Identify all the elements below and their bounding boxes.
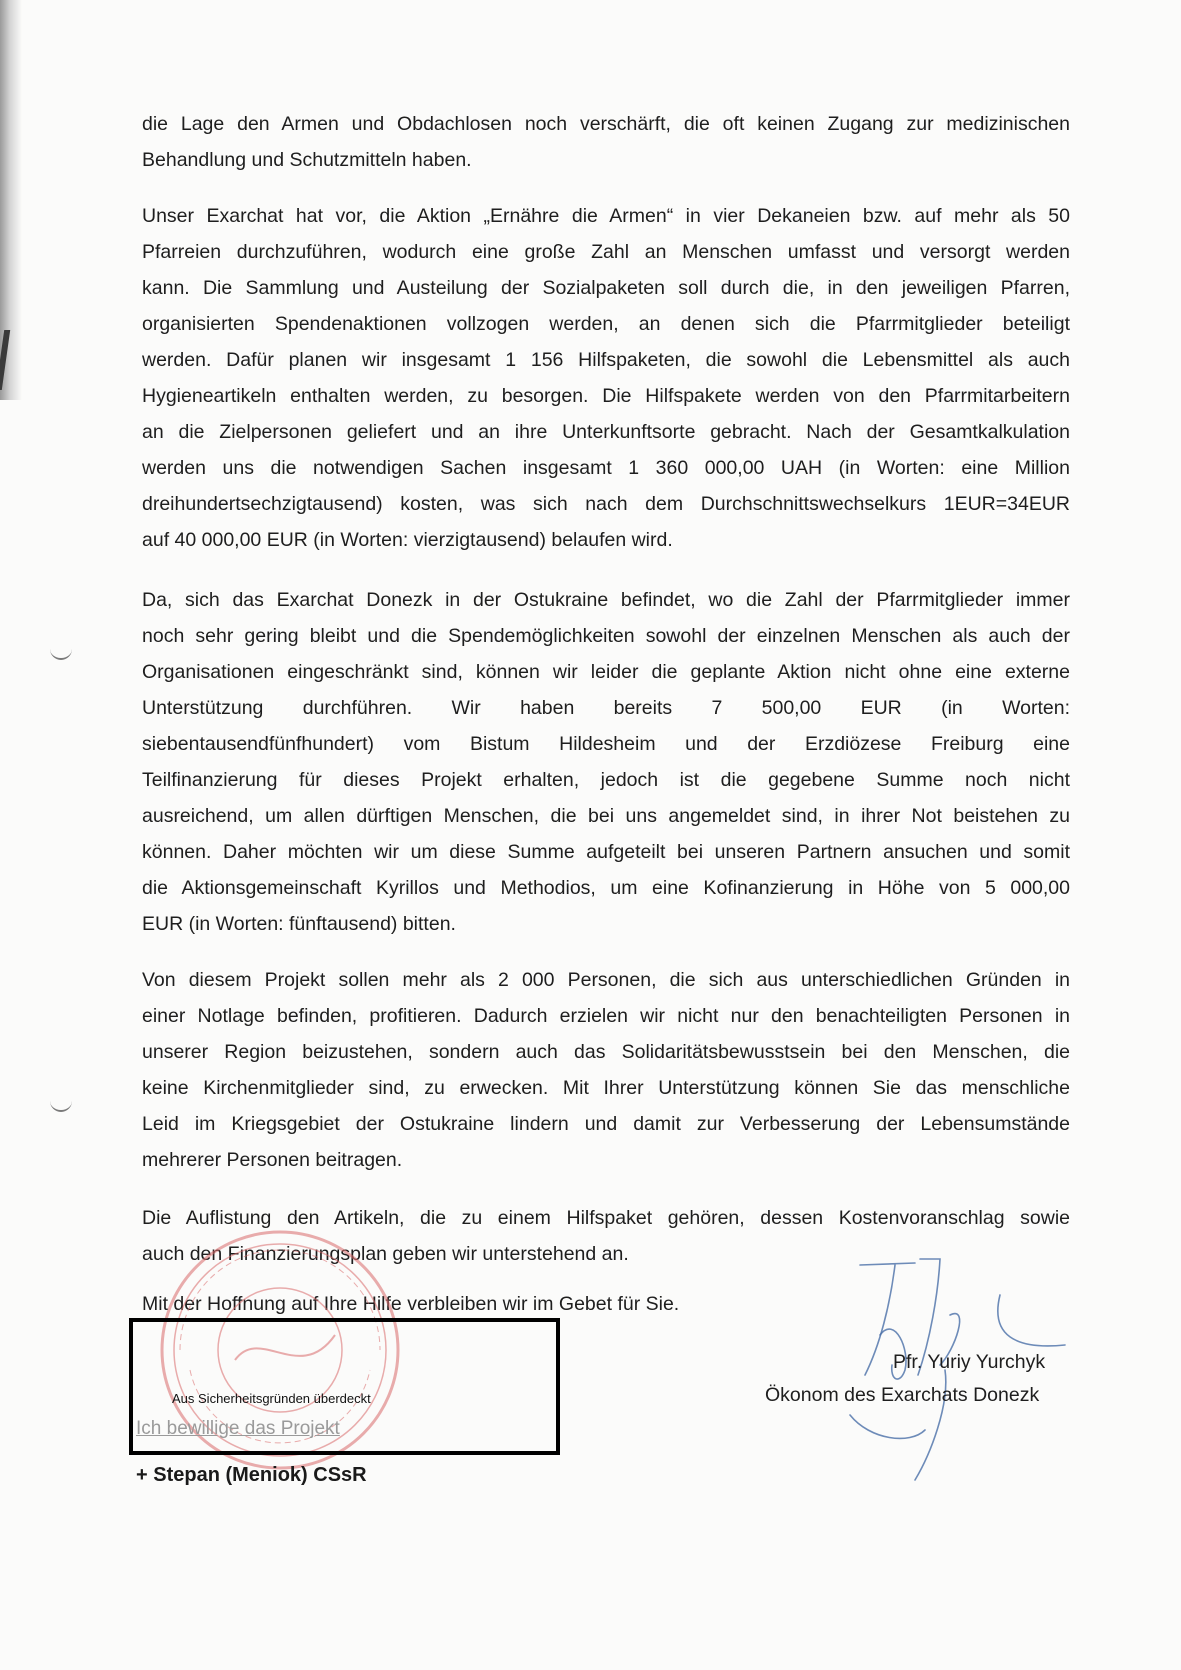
redaction-label: Aus Sicherheitsgründen überdeckt (172, 1391, 371, 1406)
text-line: ausreichend, um allen dürftigen Menschen, die bei uns angemeldet sind, in ihrer Not beistehen zu (142, 805, 1070, 827)
text-line: Pfarreien durchzuführen, wodurch eine große Zahl an Menschen umfasst und versorgt werden (142, 241, 1070, 263)
text-line: kann. Die Sammlung und Austeilung der Sozialpaketen soll durch die, in den jeweiligen Pfarren, (142, 277, 1070, 299)
text-line: Von diesem Projekt sollen mehr als 2 000 Personen, die sich aus unterschiedlichen Gründen in (142, 969, 1070, 991)
paragraph-3 (142, 582, 1070, 942)
text-line: Leid im Kriegsgebiet der Ostukraine lindern und damit zur Verbesserung der Lebensumstände (142, 1113, 1070, 1135)
text-line: unserer Region beizustehen, sondern auch das Solidaritätsbewusstsein bei den Menschen, die (142, 1041, 1070, 1063)
text-line: die Aktionsgemeinschaft Kyrillos und Methodios, um eine Kofinanzierung in Höhe von 5 000,00 (142, 877, 1070, 899)
text-line: organisierten Spendenaktionen vollzogen werden, an denen sich die Pfarrmitglieder beteiligt (142, 313, 1070, 335)
text-line: werden. Dafür planen wir insgesamt 1 156 Hilfspaketen, die sowohl die Lebensmittel als auch (142, 349, 1070, 371)
text-line: Teilfinanzierung für dieses Projekt erhalten, jedoch ist die gegebene Summe noch nicht (142, 769, 1070, 791)
text-line: Unser Exarchat hat vor, die Aktion „Ernähre die Armen“ in vier Dekaneien bzw. auf mehr als 50 (142, 205, 1070, 227)
paragraph-4 (142, 962, 1070, 1178)
text-line: Hygieneartikeln enthalten werden, zu besorgen. Die Hilfspakete werden von den Pfarrmitarbeitern (142, 385, 1070, 407)
bishop-signature-line: + Stepan (Meniok) CSsR (136, 1464, 367, 1486)
handwritten-signature (820, 1255, 1120, 1495)
approval-text: Ich bewillige das Projekt (136, 1418, 340, 1439)
text-line: auf 40 000,00 EUR (in Worten: vierzigtausend) belaufen wird. (142, 529, 673, 551)
signatory-name: Pfr. Yuriy Yurchyk (893, 1351, 1046, 1373)
punch-hole-mark (50, 1100, 72, 1112)
text-line: einer Notlage befinden, profitieren. Dadurch erzielen wir nicht nur den benachteiligten Personen in (142, 1005, 1070, 1027)
text-line: Mit der Hoffnung auf Ihre Hilfe verbleiben wir im Gebet für Sie. (142, 1293, 680, 1315)
text-line: mehrerer Personen beitragen. (142, 1149, 403, 1171)
text-line: Organisationen eingeschränkt sind, können wir leider die geplante Aktion nicht ohne eine externe (142, 661, 1070, 683)
text-line: siebentausendfünfhundert) vom Bistum Hildesheim und der Erzdiözese Freiburg eine (142, 733, 1070, 755)
text-line: die Lage den Armen und Obdachlosen noch verschärft, die oft keinen Zugang zur medizinischen (142, 113, 1070, 135)
text-line: Behandlung und Schutzmitteln haben. (142, 149, 472, 171)
text-line: Unterstützung durchführen. Wir haben bereits 7 500,00 EUR (in Worten: (142, 697, 1070, 719)
paragraph-2 (142, 198, 1070, 558)
text-line: können. Daher möchten wir um diese Summe aufgeteilt bei unseren Partnern ansuchen und somit (142, 841, 1070, 863)
signatory-title: Ökonom des Exarchats Donezk (765, 1384, 1040, 1406)
text-line: dreihundertsechzigtausend) kosten, was sich nach dem Durchschnittswechselkurs 1EUR=34EUR (142, 493, 1070, 515)
text-line: auch den Finanzierungsplan geben wir unterstehend an. (142, 1243, 629, 1265)
punch-hole-mark (50, 648, 72, 660)
text-line: EUR (in Worten: fünftausend) bitten. (142, 913, 456, 935)
paragraph-1 (142, 106, 1070, 178)
text-line: Die Auflistung den Artikeln, die zu einem Hilfspaket gehören, dessen Kostenvoranschlag sowie (142, 1207, 1070, 1229)
text-line: noch sehr gering bleibt und die Spendemöglichkeiten sowohl der einzelnen Menschen als auch der (142, 625, 1070, 647)
text-line: Da, sich das Exarchat Donezk in der Ostukraine befindet, wo die Zahl der Pfarrmitglieder immer (142, 589, 1070, 611)
text-line: keine Kirchenmitglieder sind, zu erwecken. Mit Ihrer Unterstützung können Sie das menschliche (142, 1077, 1070, 1099)
text-line: an die Zielpersonen geliefert und an ihre Unterkunftsorte gebracht. Nach der Gesamtkalkulation (142, 421, 1070, 443)
text-line: werden uns die notwendigen Sachen insgesamt 1 360 000,00 UAH (in Worten: eine Million (142, 457, 1070, 479)
